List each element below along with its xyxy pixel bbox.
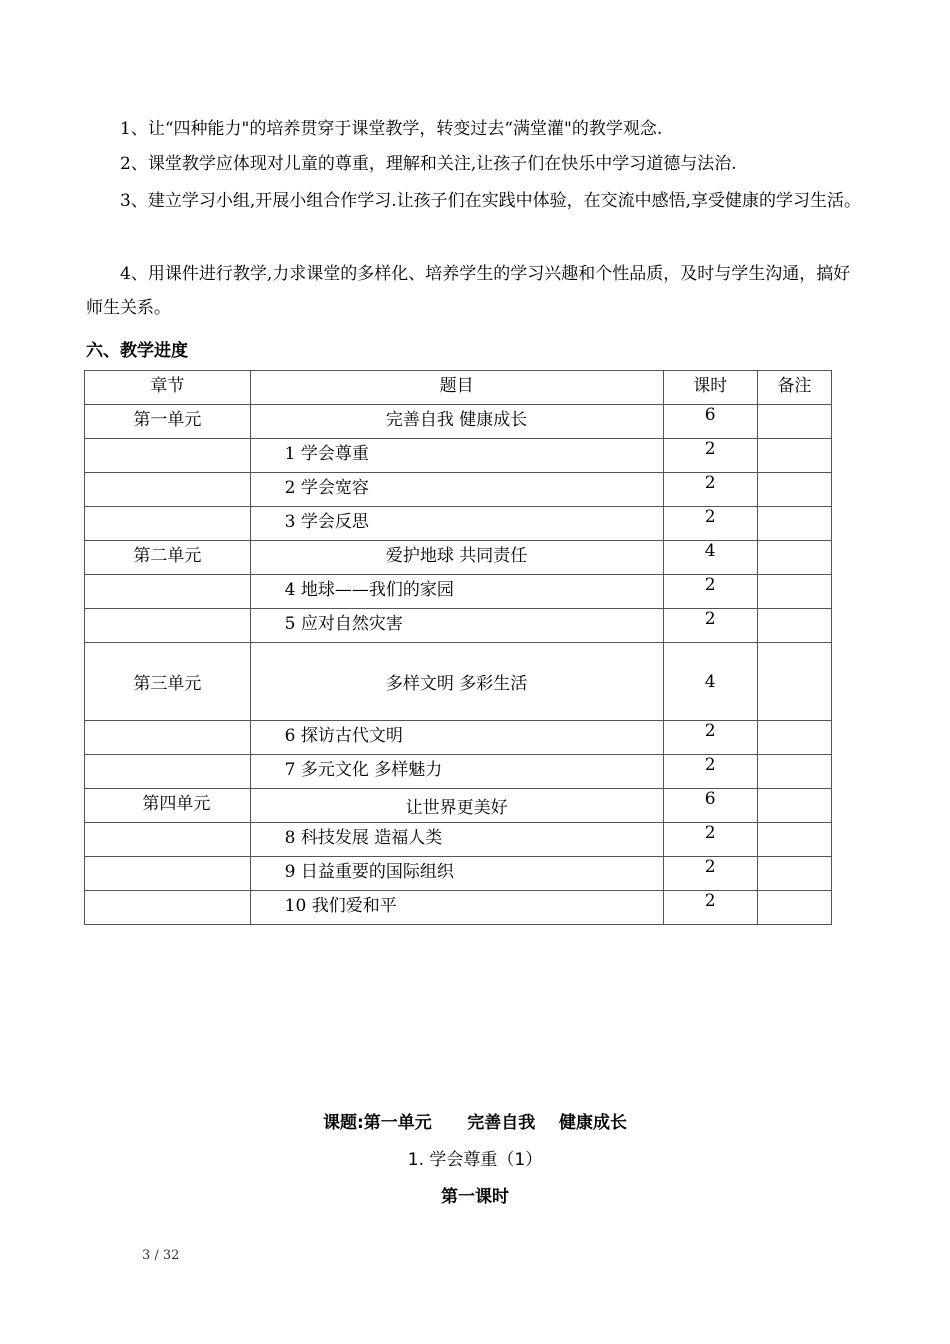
- cell-hours: 2: [663, 891, 757, 925]
- cell-hours: 4: [663, 643, 757, 721]
- cell-topic: 10 我们爱和平: [250, 891, 663, 925]
- lesson-title: 课题:第一单元 完善自我 健康成长: [323, 1113, 627, 1133]
- header-hours: 课时: [663, 371, 757, 405]
- cell-chapter: [85, 575, 251, 609]
- cell-remarks: [757, 541, 831, 575]
- table-header-row: [85, 371, 832, 405]
- table-row: [85, 643, 832, 721]
- paragraph-4: 4、用课件进行教学,力求课堂的多样化、培养学生的学习兴趣和个性品质，及时与学生沟通，搞好师生关系。: [86, 264, 851, 318]
- cell-chapter: [85, 857, 251, 891]
- cell-chapter: 第一单元: [85, 405, 251, 439]
- cell-topic: 多样文明 多彩生活: [250, 643, 663, 721]
- cell-topic: 9 日益重要的国际组织: [250, 857, 663, 891]
- cell-remarks: [757, 721, 831, 755]
- schedule-table: [84, 370, 832, 925]
- paragraph-3: 3、建立学习小组,开展小组合作学习.让孩子们在实践中体验，在交流中感悟,享受健康的学习生活。: [120, 191, 862, 211]
- cell-chapter: 第三单元: [85, 643, 251, 721]
- paragraph-2: 2、课堂教学应体现对儿童的尊重，理解和关注,让孩子们在快乐中学习道德与法治.: [120, 154, 737, 174]
- cell-topic: 让世界更美好: [250, 789, 663, 823]
- paragraph-1: 1、让“四种能力"的培养贯穿于课堂教学，转变过去“满堂灌"的教学观念.: [120, 119, 663, 139]
- header-topic: 题目: [250, 371, 663, 405]
- table-row: [85, 575, 832, 609]
- cell-hours: 2: [663, 721, 757, 755]
- cell-chapter: 第二单元: [85, 541, 251, 575]
- cell-remarks: [757, 857, 831, 891]
- header-remarks: 备注: [757, 371, 831, 405]
- cell-hours: 2: [663, 575, 757, 609]
- cell-hours: 2: [663, 857, 757, 891]
- lesson-period: 第一课时: [441, 1187, 509, 1207]
- cell-hours: 2: [663, 473, 757, 507]
- cell-remarks: [757, 643, 831, 721]
- cell-topic: 7 多元文化 多样魅力: [250, 755, 663, 789]
- table-row: [85, 439, 832, 473]
- cell-chapter: [85, 891, 251, 925]
- cell-chapter: [85, 439, 251, 473]
- cell-topic: 8 科技发展 造福人类: [250, 823, 663, 857]
- cell-hours: 6: [663, 405, 757, 439]
- lesson-subtitle: 1. 学会尊重（1）: [407, 1150, 543, 1170]
- cell-hours: 4: [663, 541, 757, 575]
- table-row: [85, 609, 832, 643]
- cell-remarks: [757, 789, 831, 823]
- page-number: 3 / 32: [142, 1248, 180, 1263]
- table-row: [85, 473, 832, 507]
- cell-hours: 2: [663, 507, 757, 541]
- header-chapter: 章节: [85, 371, 251, 405]
- table-row: [85, 789, 832, 823]
- cell-remarks: [757, 891, 831, 925]
- cell-chapter: [85, 473, 251, 507]
- table-row: [85, 507, 832, 541]
- cell-remarks: [757, 507, 831, 541]
- table-row: [85, 891, 832, 925]
- cell-remarks: [757, 575, 831, 609]
- cell-topic: 6 探访古代文明: [250, 721, 663, 755]
- cell-remarks: [757, 405, 831, 439]
- cell-remarks: [757, 823, 831, 857]
- cell-hours: 2: [663, 609, 757, 643]
- cell-topic: 爱护地球 共同责任: [250, 541, 663, 575]
- cell-topic: 4 地球——我们的家园: [250, 575, 663, 609]
- cell-remarks: [757, 439, 831, 473]
- cell-remarks: [757, 473, 831, 507]
- cell-hours: 2: [663, 823, 757, 857]
- cell-hours: 2: [663, 755, 757, 789]
- table-row: [85, 823, 832, 857]
- table-row: [85, 405, 832, 439]
- table-row: [85, 721, 832, 755]
- cell-topic: 5 应对自然灾害: [250, 609, 663, 643]
- cell-chapter: 第四单元: [85, 789, 251, 823]
- cell-chapter: [85, 507, 251, 541]
- table-row: [85, 541, 832, 575]
- cell-topic: 3 学会反思: [250, 507, 663, 541]
- section-heading: 六、教学进度: [86, 341, 188, 361]
- cell-chapter: [85, 721, 251, 755]
- cell-hours: 2: [663, 439, 757, 473]
- cell-chapter: [85, 609, 251, 643]
- cell-remarks: [757, 609, 831, 643]
- cell-remarks: [757, 755, 831, 789]
- table-row: [85, 755, 832, 789]
- cell-chapter: [85, 823, 251, 857]
- cell-topic: 完善自我 健康成长: [250, 405, 663, 439]
- cell-chapter: [85, 755, 251, 789]
- cell-topic: 2 学会宽容: [250, 473, 663, 507]
- cell-topic: 1 学会尊重: [250, 439, 663, 473]
- table-row: [85, 857, 832, 891]
- cell-hours: 6: [663, 789, 757, 823]
